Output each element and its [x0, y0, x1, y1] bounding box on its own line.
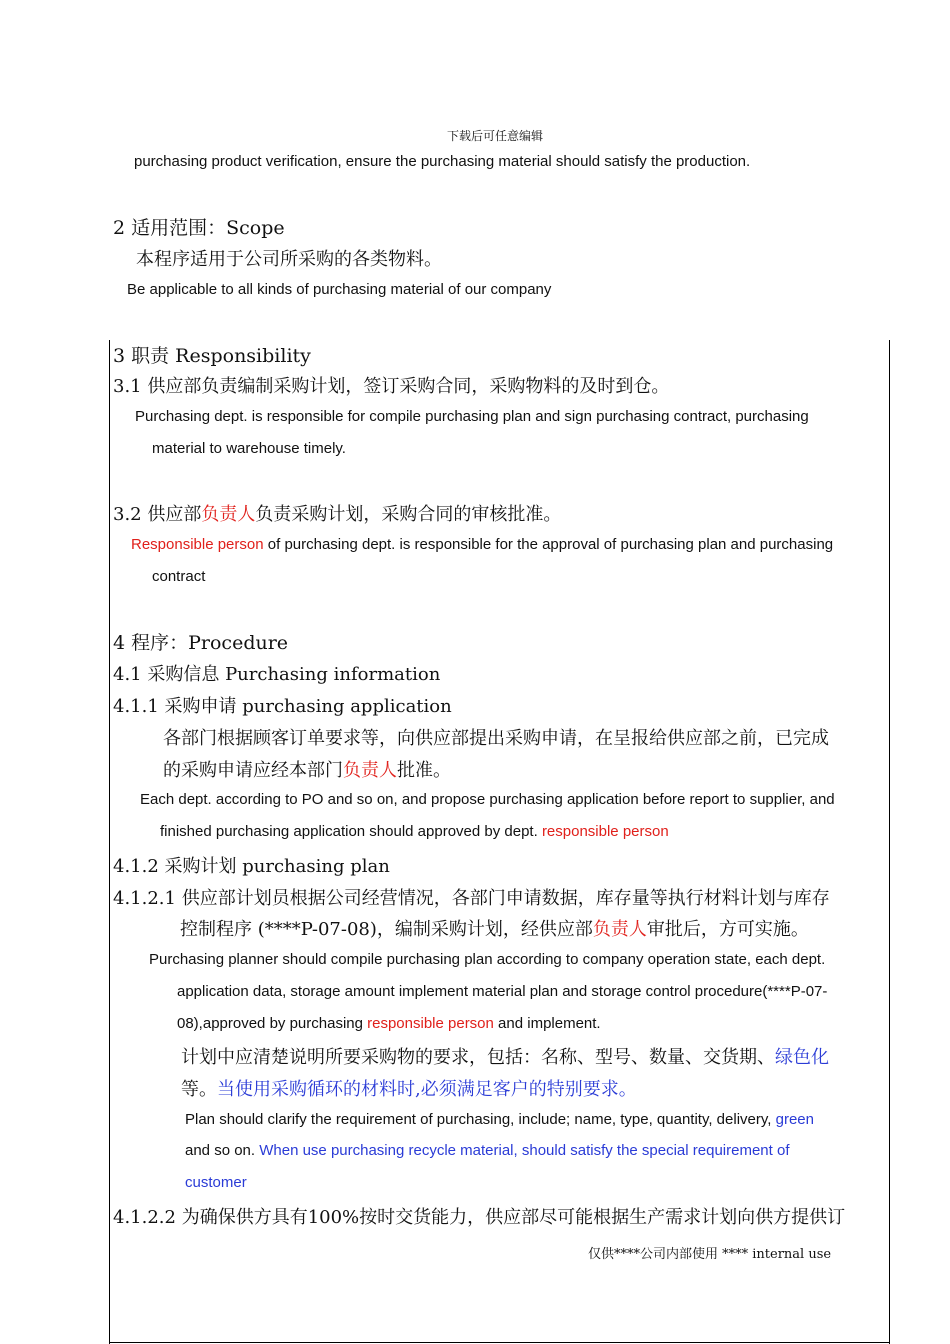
- plan-en2-highlight: When use purchasing recycle material, should satisfy the special requirement of: [259, 1142, 790, 1159]
- s4121-en-line3: [177, 1015, 601, 1032]
- s31-cn: 3.1 供应部负责编制采购计划，签订采购合同，采购物料的及时到仓。: [113, 376, 670, 397]
- s411-heading: 4.1.1 采购申请 purchasing application: [113, 696, 452, 717]
- s411-cn2-highlight: 负责人: [343, 760, 397, 781]
- plan-en1-highlight: green: [775, 1111, 814, 1128]
- s411-en-line2: [160, 823, 669, 840]
- s32-en-a: of purchasing dept. is responsible for the approval of purchasing plan and purchasing: [263, 536, 834, 553]
- table-left-border: [109, 340, 110, 1344]
- plan-cn2-highlight: 当使用采购循环的材料时,必须满足客户的特别要求。: [217, 1079, 637, 1100]
- s411-en-line1: Each dept. according to PO and so on, and propose purchasing application before report to supplier, and: [140, 791, 835, 808]
- plan-cn2-a: 等。: [181, 1079, 217, 1100]
- s4121-en3-a: 08),approved by purchasing: [177, 1015, 368, 1032]
- plan-cn-line2: [181, 1075, 637, 1101]
- s31-en-line1: Purchasing dept. is responsible for compile purchasing plan and sign purchasing contract, purchasing: [135, 408, 809, 425]
- table-right-border: [889, 340, 890, 1344]
- s411-cn-line2: [163, 756, 451, 782]
- scope-heading: 2 适用范围：Scope: [113, 217, 285, 239]
- s4121-cn-line2: [180, 915, 809, 941]
- s4121-en3-b: and implement.: [493, 1015, 601, 1032]
- page-header: 下载后可任意编辑: [447, 129, 544, 143]
- s41-heading: 4.1 采购信息 Purchasing information: [113, 664, 441, 685]
- s412-heading: 4.1.2 采购计划 purchasing plan: [113, 856, 390, 877]
- plan-en-line2: [185, 1142, 790, 1159]
- s4121-en-line1: Purchasing planner should compile purchasing plan according to company operation state, each dept.: [149, 951, 826, 968]
- s411-en2-highlight: responsible person: [541, 823, 669, 840]
- s4121-cn2-b: 审批后，方可实施。: [646, 919, 809, 940]
- responsibility-heading: 3 职责 Responsibility: [113, 345, 311, 367]
- s4121-en-line2: application data, storage amount implement material plan and storage control procedure(****P-07-: [177, 983, 828, 1000]
- s4121-cn-line1: 4.1.2.1 供应部计划员根据公司经营情况，各部门申请数据，库存量等执行材料计划与库存: [113, 888, 830, 909]
- plan-cn1-a: 计划中应清楚说明所要采购物的要求，包括：名称、型号、数量、交货期、: [181, 1047, 775, 1068]
- s32-en-highlight: Responsible person: [131, 536, 264, 553]
- s4121-en3-highlight: responsible person: [367, 1015, 494, 1032]
- s4122-cn-line1: 4.1.2.2 为确保供方具有100%按时交货能力，供应部尽可能根据生产需求计划向供方提供订: [113, 1207, 846, 1228]
- plan-en1-a: Plan should clarify the requirement of purchasing, include; name, type, quantity, delivery,: [185, 1111, 776, 1128]
- s32-cn-b: 负责采购计划，采购合同的审核批准。: [255, 504, 562, 525]
- plan-cn1-highlight: 绿色化: [775, 1047, 829, 1068]
- scope-cn: 本程序适用于公司所采购的各类物料。: [136, 249, 442, 270]
- procedure-heading: 4 程序：Procedure: [113, 632, 289, 654]
- plan-en2-a: and so on.: [185, 1142, 260, 1159]
- scope-en: Be applicable to all kinds of purchasing material of our company: [127, 281, 552, 298]
- s32-en-line1: [131, 536, 833, 553]
- s32-cn-highlight: 负责人: [201, 504, 256, 525]
- s411-cn2-b: 批准。: [397, 760, 451, 781]
- plan-cn-line1: [181, 1043, 829, 1069]
- page-footer: 仅供****公司内部使用 **** internal use: [588, 1247, 832, 1262]
- s32-cn: [113, 500, 561, 526]
- s411-en2-a: finished purchasing application should approved by dept.: [160, 823, 542, 840]
- s32-en-line2: contract: [152, 568, 206, 585]
- s4121-cn2-highlight: 负责人: [592, 919, 647, 940]
- s31-en-line2: material to warehouse timely.: [152, 440, 346, 457]
- plan-en-line1: [185, 1111, 814, 1128]
- intro-line: purchasing product verification, ensure the purchasing material should satisfy the production.: [134, 153, 751, 170]
- s32-cn-a: 3.2 供应部: [113, 504, 202, 525]
- s4121-cn2-a: 控制程序 (****P-07-08)，编制采购计划，经供应部: [180, 919, 593, 940]
- s411-cn-line1: 各部门根据顾客订单要求等，向供应部提出采购申请，在呈报给供应部之前，已完成: [163, 728, 829, 749]
- plan-en-line3: customer: [185, 1174, 247, 1191]
- table-bottom-border: [109, 1342, 890, 1343]
- s411-cn2-a: 的采购申请应经本部门: [163, 760, 343, 781]
